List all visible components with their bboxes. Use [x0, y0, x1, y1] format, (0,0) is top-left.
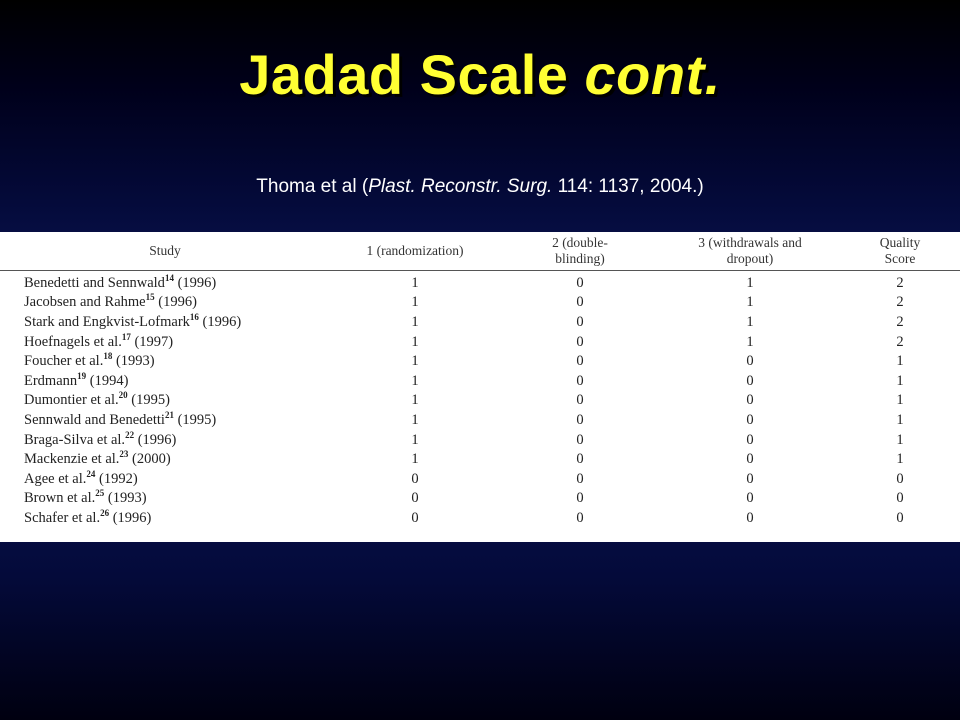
cell-study [0, 332, 330, 352]
header-blinding-line2: blinding) [555, 251, 605, 266]
cell-blinding: 0 [576, 392, 584, 409]
jadad-table [0, 232, 960, 528]
header-randomization: 1 (randomization) [330, 232, 500, 271]
header-withdrawals [660, 232, 840, 271]
study-ref: 22 [125, 429, 135, 440]
study-ref: 19 [77, 370, 87, 381]
cell-withdrawals: 1 [746, 274, 754, 291]
cell-withdrawals: 0 [746, 509, 754, 526]
cell-study [0, 351, 330, 371]
cell-quality-score: 1 [896, 392, 904, 409]
study-name: Mackenzie et al. [24, 451, 120, 468]
study-name: Benedetti and Sennwald [24, 274, 165, 291]
table-header-row [0, 232, 960, 271]
study-name: Braga-Silva et al. [24, 431, 126, 448]
citation-after: 114: 1137, 2004.) [552, 176, 704, 197]
table-row [0, 430, 960, 450]
cell-study [0, 430, 330, 450]
table-row [0, 293, 960, 313]
cell-quality-score: 2 [896, 294, 904, 311]
cell-withdrawals: 1 [746, 313, 754, 330]
cell-randomization: 0 [411, 490, 419, 507]
cell-randomization: 1 [411, 313, 419, 330]
cell-blinding: 0 [576, 274, 584, 291]
cell-blinding: 0 [576, 294, 584, 311]
cell-withdrawals: 0 [746, 431, 754, 448]
study-name: Sennwald and Benedetti [24, 411, 165, 428]
table-row [0, 312, 960, 332]
cell-blinding: 0 [576, 470, 584, 487]
cell-study [0, 410, 330, 430]
table-row [0, 271, 960, 293]
cell-quality-score: 2 [896, 333, 904, 350]
cell-quality-score: 1 [896, 431, 904, 448]
study-year: (1995) [127, 392, 170, 409]
cell-quality-score: 2 [896, 313, 904, 330]
title-emphasis: cont. [584, 43, 721, 106]
header-quality [840, 232, 960, 271]
cell-randomization: 1 [411, 353, 419, 370]
cell-randomization: 1 [411, 294, 419, 311]
cell-study [0, 312, 330, 332]
cell-randomization: 1 [411, 451, 419, 468]
cell-quality-score: 1 [896, 411, 904, 428]
cell-quality-score: 1 [896, 372, 904, 389]
study-ref: 14 [164, 272, 174, 283]
cell-randomization: 0 [411, 509, 419, 526]
header-blinding [500, 232, 660, 271]
table-row [0, 351, 960, 371]
cell-quality-score: 0 [896, 490, 904, 507]
study-name: Agee et al. [24, 470, 87, 487]
study-year: (1993) [112, 353, 155, 370]
header-study: Study [0, 232, 330, 271]
study-name: Dumontier et al. [24, 392, 119, 409]
cell-withdrawals: 0 [746, 490, 754, 507]
study-name: Hoefnagels et al. [24, 333, 122, 350]
study-year: (1992) [95, 470, 138, 487]
cell-randomization: 1 [411, 372, 419, 389]
cell-blinding: 0 [576, 313, 584, 330]
study-year: (1996) [134, 431, 177, 448]
study-name: Foucher et al. [24, 353, 104, 370]
cell-withdrawals: 0 [746, 411, 754, 428]
cell-withdrawals: 1 [746, 333, 754, 350]
cell-withdrawals: 0 [746, 353, 754, 370]
study-ref: 26 [100, 508, 110, 519]
citation [0, 176, 960, 198]
study-name: Jacobsen and Rahme [24, 294, 146, 311]
study-ref: 20 [118, 390, 128, 401]
cell-quality-score: 0 [896, 470, 904, 487]
cell-quality-score: 1 [896, 451, 904, 468]
study-year: (1994) [86, 372, 129, 389]
cell-withdrawals: 0 [746, 470, 754, 487]
study-year: (1996) [173, 274, 217, 291]
cell-study [0, 449, 330, 469]
study-ref: 25 [95, 488, 105, 499]
study-name: Brown et al. [24, 490, 96, 507]
cell-blinding: 0 [576, 353, 584, 370]
cell-study [0, 271, 330, 293]
cell-study [0, 508, 330, 528]
study-year: (1996) [154, 294, 197, 311]
header-blinding-line1: 2 (double- [552, 235, 608, 250]
cell-randomization: 1 [411, 392, 419, 409]
table-row [0, 371, 960, 391]
cell-randomization: 1 [411, 431, 419, 448]
table-row [0, 449, 960, 469]
cell-randomization: 1 [411, 274, 419, 291]
table-row [0, 508, 960, 528]
cell-withdrawals: 0 [746, 392, 754, 409]
study-ref: 16 [189, 312, 199, 323]
study-name: Stark and Engkvist-Lofmark [24, 313, 190, 330]
cell-study [0, 469, 330, 489]
study-ref: 17 [121, 331, 131, 342]
cell-withdrawals: 1 [746, 294, 754, 311]
cell-randomization: 1 [411, 411, 419, 428]
cell-randomization: 0 [411, 470, 419, 487]
table-panel [0, 232, 960, 542]
header-quality-line1: Quality [879, 235, 921, 250]
cell-blinding: 0 [576, 411, 584, 428]
study-year: (1996) [198, 313, 242, 330]
cell-blinding: 0 [576, 431, 584, 448]
study-year: (1997) [130, 333, 174, 350]
table-body [0, 271, 960, 528]
study-ref: 18 [103, 351, 113, 362]
header-withdrawals-line1: 3 (withdrawals and [698, 235, 802, 250]
cell-withdrawals: 0 [746, 451, 754, 468]
table-row [0, 410, 960, 430]
study-year: (1993) [104, 490, 147, 507]
citation-before: Thoma et al ( [256, 176, 369, 197]
study-year: (1995) [173, 411, 217, 428]
cell-blinding: 0 [576, 372, 584, 389]
cell-study [0, 391, 330, 411]
cell-study [0, 489, 330, 509]
cell-randomization: 1 [411, 333, 419, 350]
cell-quality-score: 1 [896, 353, 904, 370]
cell-blinding: 0 [576, 333, 584, 350]
header-quality-line2: Score [884, 251, 916, 266]
cell-study [0, 371, 330, 391]
study-ref: 15 [145, 292, 155, 303]
study-name: Erdmann [24, 372, 78, 389]
study-name: Schafer et al. [24, 509, 101, 526]
header-withdrawals-line2: dropout) [726, 251, 774, 266]
study-ref: 21 [164, 410, 174, 421]
table-row [0, 469, 960, 489]
cell-withdrawals: 0 [746, 372, 754, 389]
title-main: Jadad Scale [239, 43, 585, 106]
study-ref: 24 [86, 468, 96, 479]
table-row [0, 489, 960, 509]
cell-quality-score: 0 [896, 509, 904, 526]
table-row [0, 332, 960, 352]
cell-quality-score: 2 [896, 274, 904, 291]
cell-study [0, 293, 330, 313]
cell-blinding: 0 [576, 490, 584, 507]
cell-blinding: 0 [576, 509, 584, 526]
study-year: (2000) [128, 451, 171, 468]
table-row [0, 391, 960, 411]
citation-journal: Plast. Reconstr. Surg. [368, 176, 553, 197]
study-ref: 23 [119, 449, 129, 460]
study-year: (1996) [109, 509, 152, 526]
cell-blinding: 0 [576, 451, 584, 468]
slide-title [0, 44, 960, 106]
